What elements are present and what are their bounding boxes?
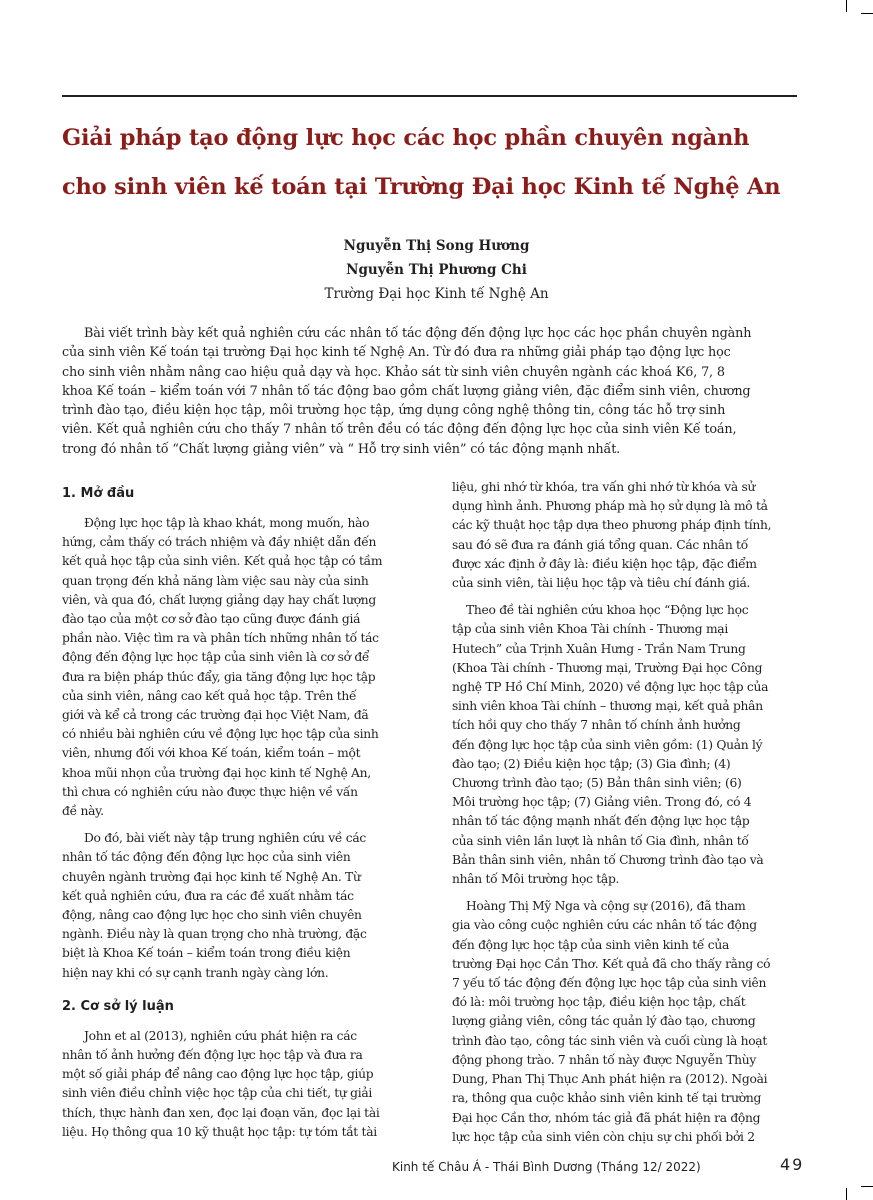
text-line: viên, nhưng đối với khoa Kế toán, kiểm toán – một: [62, 746, 361, 761]
text-line: đưa ra biện pháp thúc đẩy, gia tăng động lực học tập: [62, 669, 376, 684]
text-line: dụng hình ảnh. Phương pháp mà họ sử dụng là mô tả: [452, 499, 768, 514]
text-line: John et al (2013), nghiên cứu phát hiện ra các: [84, 1028, 357, 1043]
article-title: [62, 114, 802, 212]
section-heading: 2. Cơ sở lý luận: [62, 998, 174, 1014]
section-heading: 1. Mở đầu: [62, 486, 135, 501]
text-line: kết quả nghiên cứu, đưa ra các đề xuất nhằm tác: [62, 888, 354, 903]
text-line: Hoàng Thị Mỹ Nga và cộng sự (2016), đã tham: [466, 899, 746, 914]
text-line: đó là: môi trường học tập, điều kiện học tập, chất: [452, 995, 746, 1010]
text-line: trường Đại học Cần Thơ. Kết quả đã cho thấy rằng có: [452, 956, 771, 971]
title-line: cho sinh viên kế toán tại Trường Đại học Kinh tế Nghệ An: [62, 174, 781, 200]
text-line: quan trọng đến khả năng làm việc sau này của sinh: [62, 573, 369, 588]
paragraph: [452, 601, 797, 889]
text-line: một số giải pháp để nâng cao động lực học tập, giúp: [62, 1067, 374, 1082]
text-line: Động lực học tập là khao khát, mong muốn, hào: [84, 516, 370, 530]
text-line: Hutech” của Trịnh Xuân Hưng - Trần Nam Trung: [452, 641, 746, 656]
paragraph: [452, 897, 797, 1147]
text-line: của sinh viên, tài liệu học tập và tiêu chí đánh giá.: [452, 576, 751, 591]
abstract-line: trong đó nhân tố “Chất lượng giảng viên” và “ Hỗ trợ sinh viên” có tác động mạnh nhất.: [62, 441, 621, 457]
text-line: hứng, cảm thấy có trách nhiệm và đầy nhiệt dẫn đến: [62, 535, 377, 550]
author-affiliation: Trường Đại học Kinh tế Nghệ An: [324, 286, 549, 302]
text-line: đến động lực học tập của sinh viên kinh tế của: [452, 937, 729, 952]
text-line: sinh viên khoa Tài chính – thương mại, kết quả phân: [452, 699, 763, 714]
author-name: Nguyễn Thị Phương Chi: [346, 262, 527, 278]
text-line: nhân tố Môi trường học tập.: [452, 872, 620, 887]
text-line: đào tạo; (2) Điều kiện học tập; (3) Gia đình; (4): [452, 756, 731, 771]
crop-mark: [861, 1186, 873, 1187]
text-line: lượng giảng viên, công tác quản lý đào tạo, chương: [452, 1014, 756, 1029]
text-line: nhân tố tác động mạnh nhất đến động lực học tập: [452, 814, 750, 829]
abstract-line: Bài viết trình bày kết quả nghiên cứu các nhân tố tác động đến động lực học các học phần chuyên ngành: [84, 326, 752, 341]
abstract-line: viên. Kết quả nghiên cứu cho thấy 7 nhân tố trên đều có tác động đến động lực học của sinh viên Kế toán,: [62, 422, 737, 438]
text-line: sinh viên điều chỉnh việc học tập của chi tiết, tự giải: [62, 1086, 373, 1101]
text-line: kết quả học tập của sinh viên. Kết quả học tập có tầm: [62, 554, 383, 569]
text-line: đề này.: [62, 804, 104, 819]
text-line: các kỹ thuật học tập dựa theo phương pháp định tính,: [452, 518, 772, 533]
paragraph: [62, 514, 407, 821]
crop-mark: [846, 1188, 847, 1200]
text-line: (Khoa Tài chính - Thương mại, Trường Đại học Công: [452, 660, 763, 675]
text-line: lực học tập của sinh viên còn chịu sự chi phối bởi 2: [452, 1129, 755, 1144]
text-line: của sinh viên, nâng cao kết quả học tập. Trên thế: [62, 688, 357, 703]
text-line: Dung, Phan Thị Thục Anh phát hiện ra (2012). Ngoài: [452, 1072, 768, 1087]
text-line: giới và kể cả trong các trường đại học Việt Nam, đã: [62, 708, 369, 723]
text-line: đào tạo của một cơ sở đào tạo cũng được đánh giá: [62, 612, 361, 627]
text-line: đến động lực học tập của sinh viên gồm: (1) Quản lý: [452, 737, 763, 752]
text-line: sau đó sẽ đưa ra đánh giá tổng quan. Các nhân tố: [452, 537, 748, 552]
text-line: Môi trường học tập; (7) Giảng viên. Trong đó, có 4: [452, 795, 752, 810]
right-column: [452, 478, 797, 1155]
page-number: 49: [780, 1155, 805, 1174]
abstract-line: trình đào tạo, điều kiện học tập, môi trường học tập, ứng dụng công nghệ thông tin, công tác hỗ trợ sinh: [62, 403, 726, 419]
text-line: liệu, ghi nhớ từ khóa, tra vấn ghi nhớ từ khóa và sử: [452, 480, 756, 494]
crop-mark: [861, 13, 873, 14]
abstract-line: cho sinh viên nhằm nâng cao hiệu quả dạy và học. Khảo sát từ sinh viên chuyên ngành các khoá K6, 7, 8: [62, 364, 725, 380]
top-rule: [62, 95, 797, 97]
text-line: phần nào. Việc tìm ra và phân tích những nhân tố tác: [62, 631, 379, 646]
author-name: Nguyễn Thị Song Hương: [343, 238, 530, 254]
text-line: động đến động lực học tập của sinh viên là cơ sở để: [62, 650, 370, 665]
text-line: gia vào công cuộc nghiên cứu các nhân tố tác động: [452, 918, 757, 933]
text-line: nghệ TP Hồ Chí Minh, 2020) về động lực học tập của: [452, 680, 769, 695]
paragraph: [452, 478, 797, 593]
text-line: động phong trào. 7 nhân tố này được Nguyễn Thùy: [452, 1052, 757, 1067]
paragraph: [62, 829, 407, 983]
text-line: Đại học Cần thơ, nhóm tác giả đã phát hiện ra động: [452, 1110, 761, 1125]
journal-footer: Kinh tế Châu Á - Thái Bình Dương (Tháng 12/ 2022): [392, 1160, 701, 1174]
text-line: Theo đề tài nghiên cứu khoa học “Động lực học: [466, 603, 749, 618]
paragraph: [62, 1027, 407, 1142]
author-block: [0, 234, 873, 306]
title-line: Giải pháp tạo động lực học các học phần chuyên ngành: [62, 125, 750, 151]
abstract: [62, 324, 798, 459]
text-line: có nhiều bài nghiên cứu về động lực học tập của sinh: [62, 727, 379, 742]
text-line: nhân tố ảnh hưởng đến động lực học tập và đưa ra: [62, 1048, 363, 1063]
text-line: thích, thực hành đan xen, đọc lại đoạn văn, đọc lại tài: [62, 1105, 380, 1120]
left-column: [62, 480, 407, 1150]
text-line: Chương trình đào tạo; (5) Bản thân sinh viên; (6): [452, 776, 742, 791]
text-line: nhân tố tác động đến động lực học của sinh viên: [62, 850, 351, 865]
text-line: của sinh viên lần lượt là nhân tố Gia đình, nhân tố: [452, 833, 749, 848]
text-line: biệt là Khoa Kế toán – kiểm toán trong điều kiện: [62, 946, 351, 961]
abstract-line: khoa Kế toán – kiểm toán với 7 nhân tố tác động bao gồm chất lượng giảng viên, đặc điểm sinh viên, chương: [62, 383, 751, 399]
text-line: được xác định ở đây là: điều kiện học tập, đặc điểm: [452, 556, 757, 571]
text-line: tập của sinh viên Khoa Tài chính - Thương mại: [452, 622, 728, 637]
text-line: liệu. Họ thông qua 10 kỹ thuật học tập: tự tóm tắt tài: [62, 1124, 377, 1139]
text-line: 7 yếu tố tác động đến động lực học tập của sinh viên: [452, 976, 767, 991]
text-line: chuyên ngành trường đại học kinh tế Nghệ An. Từ: [62, 869, 361, 884]
text-line: thì chưa có nghiên cứu nào được thực hiện về vấn: [62, 784, 358, 799]
text-line: ngành. Điều này là quan trọng cho nhà trường, đặc: [62, 927, 367, 942]
text-line: động, nâng cao động lực học cho sinh viên chuyên: [62, 908, 362, 923]
text-line: trình đào tạo, công tác sinh viên và cuối cùng là hoạt: [452, 1033, 767, 1048]
text-line: hiện nay khi có sự cạnh tranh ngày càng lớn.: [62, 965, 329, 980]
abstract-line: của sinh viên Kế toán tại trường Đại học kinh tế Nghệ An. Từ đó đưa ra những giải pháp tạo động lực học: [62, 345, 731, 361]
crop-mark: [846, 0, 847, 12]
text-line: Bản thân sinh viên, nhân tố Chương trình đào tạo và: [452, 852, 764, 867]
text-line: tích hồi quy cho thấy 7 nhân tố chính ảnh hưởng: [452, 718, 741, 733]
text-line: ra, thông qua cuộc khảo sinh viên kinh tế tại trường: [452, 1091, 762, 1106]
text-line: Do đó, bài viết này tập trung nghiên cứu về các: [84, 831, 367, 846]
text-line: khoa mũi nhọn của trường đại học kinh tế Nghệ An,: [62, 765, 371, 780]
text-line: viên, và qua đó, chất lượng giảng dạy hay chất lượng: [62, 592, 376, 607]
